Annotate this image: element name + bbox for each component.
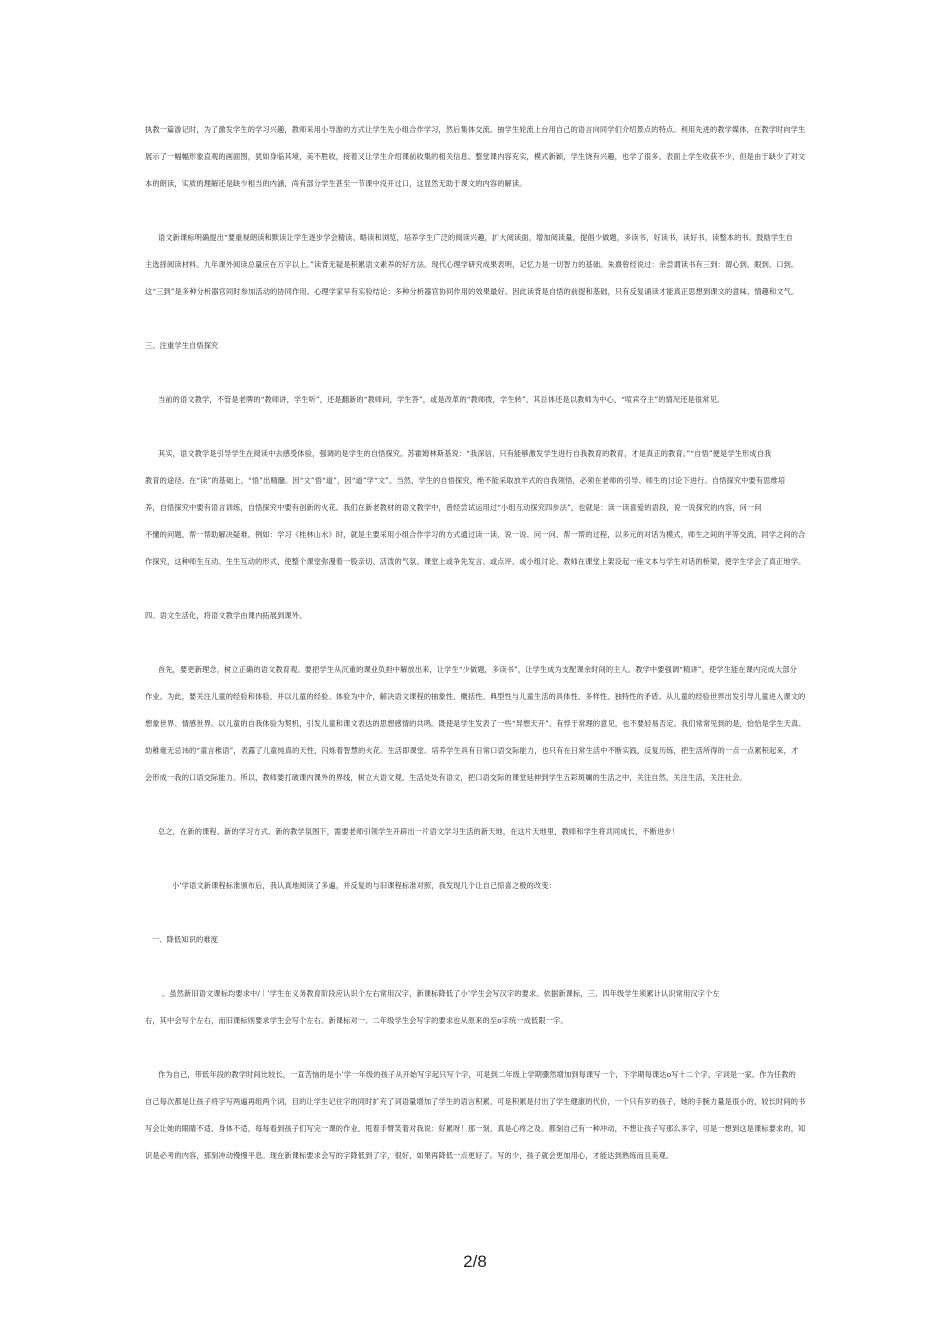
- paragraph-line: 。虽然新旧语文课标均要求中/｜’学生在义务教育阶段应认识个左右常用汉字，新课标降低了小’学生会写汉字的要求。依据新课标，三、四年级学生须累计认识常用汉字个左: [162, 989, 720, 998]
- paragraph-line: 当前的语文教学，不管是老牌的“教师讲，学生听”，还是翻新的“教师问，学生答”，或是改革的“教师拨，学生转”，其总体还是以教师为中心，“喧宾夺主”的情况还是很常见。: [158, 395, 725, 404]
- paragraph-line: 不懂的问题，帮一帮助解决疑难。例如：学习《桂林山水》时，就是主要采用小组合作学习的方式通过读一读、说一说、问一问、帮一帮的过程，以多元的对话为模式，师生之间的平等交流，同学之间的合: [145, 530, 806, 539]
- paragraph-line: 会形成一我的口语交际能力。所以，教师要打破课内课外的界线，树立大语文观，生活处处有语文，把口语交际的课堂延伸到学生五彩斑斓的生活之中，关注自然，关注生活，关注社会。: [145, 773, 747, 782]
- paragraph-line: 右，其中会写个左右，而旧课标则要求学生会写个左右。新课标对一、二年级学生会写字的要求也从原来的至ο字统一成低限一字。: [145, 1016, 568, 1025]
- paragraph-line: 识是必考的内容，那刻冲动慢慢平息。现在新课标要求会写的字降低到了字，很好，如果再降低一点更好了。写的少，孩子就会更加用心，才能达到熟练而且美观。: [145, 1151, 674, 1160]
- paragraph-line: 语文新课标明确提出“要重视朗读和默读让学生逐步学会精读、略读和浏览，培养学生广泛的阅读兴趣，扩大阅读面，增加阅读量，提倡少做题，多读书，好读书，读好书，读整本的书。鼓励学生自: [158, 233, 793, 242]
- section-heading: 三、注重学生自悟探究: [145, 341, 219, 350]
- paragraph-line: 教育的途径。在“读”的基础上，“悟”出精髓。因“文”悟“道”，因“道”学“文”。当然，学生的自悟探究，绝不能采取放羊式的自我领悟，必须在老师的引导、师生的讨论下进行。自悟探究中要有思维培: [145, 476, 786, 485]
- paragraph-line: 幼稚毫无忌讳的“童言稚语”，表露了儿童纯真的天性，闪烁着智慧的火花。生活即课堂。培养学生具有日常口语交际能力，也只有在日常生活中不断实践，反复历练，把生活所得的一点一点累积起来，才: [145, 746, 799, 755]
- paragraph-line: 作业。为此，要关注儿童的经验和体验，并以儿童的经验、体验为中介，解决语文课程的抽象性、概括性、典型性与儿童生活的具体性、多样性、独特性的矛盾。从儿童的经验世界出发引导儿童进入课文的: [145, 692, 806, 701]
- page-number: 2/8: [463, 1252, 487, 1271]
- paragraph-line: 主选择阅读材料。九年课外阅读总量应在万字以上。”读背无疑是积累语文素养的好方法。现代心理学研究成果表明，记忆力是一切智力的基础。朱熹曾经说过：余尝谓读书有三到：谓心到、眼到、口到。: [145, 260, 799, 269]
- paragraph-line: 展示了一幅幅形象直观的画面图，犹如身临其境，美不胜收，接着又让学生介绍课前收集的相关信息。整堂课内容充实，模式新颖，学生饶有兴趣，也学了很多。表面上学生收获不少，但是由于缺少了对文: [145, 152, 806, 161]
- paragraph-line: 作探究，这种师生互动、生生互动的形式，使整个课堂弥漫着一股亲切、活泼的气氛。课堂上或争先发言、或点评、或小组讨论。教师在课堂上架设起一座文本与学生对话的桥梁，使学生学会了真正地学。: [145, 557, 806, 566]
- section-heading: 四、语文生活化，将语文教学由课内拓展到课外。: [145, 611, 307, 620]
- paragraph-line: 自己每次都是让孩子将字写两遍再组两个词，目的让学生记住字的同时扩充了词语量增加了学生的语言积累，可是积累是付出了学生健康的代价，一个只有岁的孩子，她的手腕力量是很小的，较长时间的书: [145, 1097, 806, 1106]
- paragraph-line: 养，自悟探究中要有语言训练，自悟探究中要有创新的火花。我们在新老教材的语文教学中，曾经尝试运用过“小组互动探究四步法”，也就是：读一读喜爱的语段，说一说探究的内容，问一问: [145, 503, 762, 512]
- paragraph-line: 小’学语文新课程标准颁布后，我认真地阅读了多遍，并反复的与旧课程标准对照，我发现几个让自己惊喜之极的改变：: [172, 881, 556, 890]
- paragraph-line: 首先，要更新理念，树立正确的语文教育观。要把学生从沉重的课业负担中解放出来，让学生“少做题，多读书”，让学生成为支配课余时间的主人。教学中要强调“精讲”，使学生能在课内完成大部分: [158, 665, 797, 674]
- paragraph-line: 写会让她的眼睛不适、身体不适，每每看到孩子们写完一课的作业，甩着手臂笑着对我说：好累呀！那一刻，真是心疼之及。都刻自己有一种冲动，不想让孩子写那么多字，可是一想到这是课标要求的，知: [145, 1124, 806, 1133]
- section-heading: 一、降低知识的难度: [152, 935, 219, 944]
- paragraph-line: 其实，语文教学是引导学生在阅读中去感受体验，强调的是学生的自悟探究。苏霍姆林斯基说：“我深信，只有能够激发学生进行自我教育的教育，才是真正的教育。”“自悟”便是学生形成自我: [158, 449, 772, 458]
- paragraph-line: 本的朗读，实质的理解还是缺少相当的内涵，尚有部分学生甚至一节课中没开过口，这显然无助于课文的内容的解读。: [145, 179, 527, 188]
- paragraph-line: 总之，在新的课程、新的学习方式、新的教学氛围下，需要老师引领学生开辟出一片语文学习生活的新天地，在这片天地里，教师和学生将共同成长，不断进步！: [158, 827, 679, 836]
- paragraph-line: 作为自己，带低年段的教学时间比较长，一直苦恼的是小’学一年级的孩子从开始写字起只写个字，可是到二年级上学期骤然增加到每课写一个，下学期每课达ο写十二个字，字词是一家。作为任教的: [158, 1070, 796, 1079]
- paragraph-line: 执教一篇游记时，为了激发学生的学习兴趣，教师采用小导游的方式让学生先小组合作学习，然后集体交流。抽学生轮流上台用自己的语言向同学们介绍景点的特点。利用先进的教学媒体，在教学时向学生: [145, 125, 806, 134]
- paragraph-line: 想象世界、情感世界。以儿童的自我体验为契机，引发儿童和课文表达的思想感情的共鸣。既使是学生发表了一些“异想天开”、有悖于常理的意见，也不要轻易否定。我们常常见到的是，恰恰是学生天真、: [145, 719, 806, 728]
- paragraph-line: 这“三到”是多种分析器官同时参加活动的协同作用。心理学家早有实验结论：多种分析器官协同作用的效果最好。因此读背是自悟的前提和基础，只有反复诵读才能真正思想到课文的意味、情趣和文气。: [145, 287, 799, 296]
